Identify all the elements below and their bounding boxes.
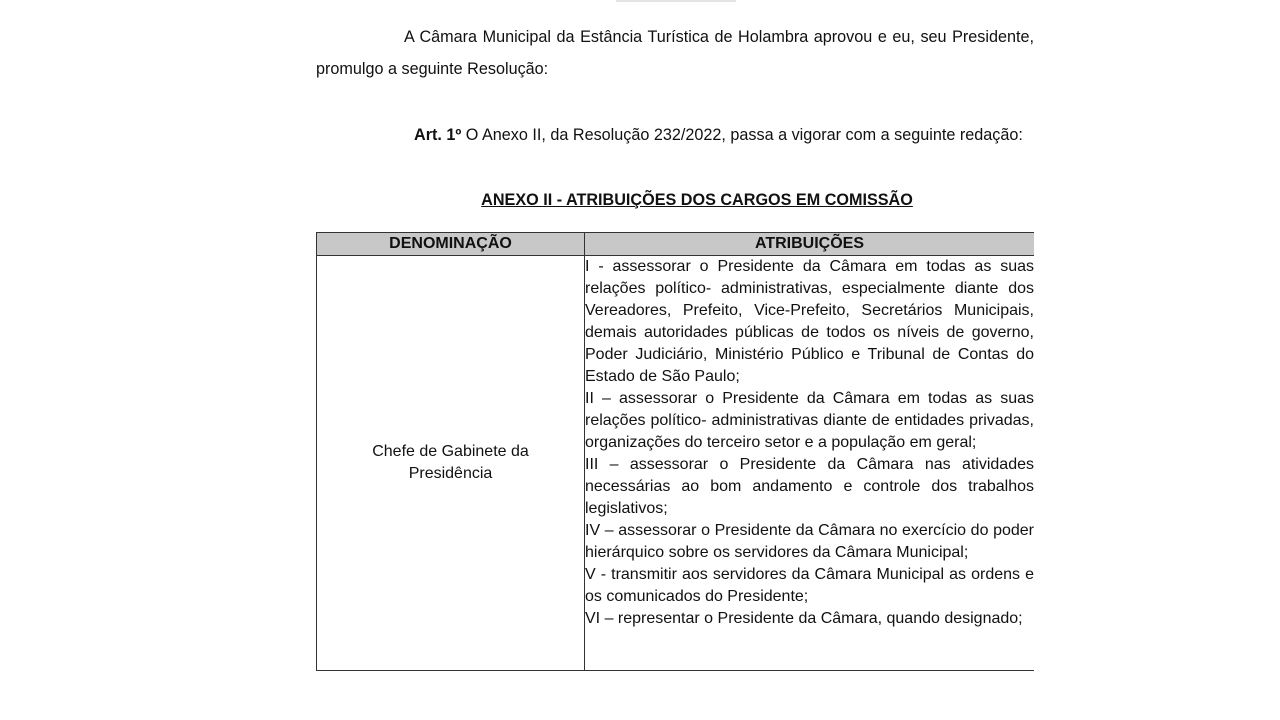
duty-item: VI – representar o Presidente da Câmara, quando designado; [585, 610, 1023, 627]
duties-cell [585, 256, 1035, 671]
document-page [316, 0, 1034, 720]
role-name-line2: Presidência [408, 465, 493, 482]
duty-item-continuation [585, 630, 1034, 670]
duty-item: II – assessorar o Presidente da Câmara em todas as suas relações político- administrativas diante de entidades privadas, organizações do terceiro setor e a população em geral; [585, 390, 1034, 451]
cropped-heading-fragment [616, 0, 736, 2]
article-paragraph [316, 119, 1034, 151]
header-atribuicoes: ATRIBUIÇÕES [585, 233, 1035, 256]
role-cell [317, 256, 585, 671]
role-name-line1: Chefe de Gabinete da [372, 443, 529, 460]
attributions-table [316, 232, 1034, 671]
table-row [317, 256, 1035, 671]
article-label: Art. 1º [414, 126, 462, 144]
table-header-row [317, 233, 1035, 256]
duty-item: I - assessorar o Presidente da Câmara em todas as suas relações político- administrativas, especialmente diante dos Vereadores, Prefeito, Vice-Prefeito, Secretários Municipais, demais autoridades públicas de todos os níveis de governo, Poder Judiciário, Ministério Público e Tribunal de Contas do Estado de São Paulo; [585, 258, 1034, 385]
duty-item: V - transmitir aos servidores da Câmara Municipal as ordens e os comunicados do Presidente; [585, 566, 1034, 605]
duty-item: IV – assessorar o Presidente da Câmara no exercício do poder hierárquico sobre os servidores da Câmara Municipal; [585, 522, 1034, 561]
annex-title: ANEXO II - ATRIBUIÇÕES DOS CARGOS EM COMISSÃO [481, 191, 913, 209]
duty-item: III – assessorar o Presidente da Câmara nas atividades necessárias ao bom andamento e controle dos trabalhos legislativos; [585, 456, 1034, 517]
header-denominacao: DENOMINAÇÃO [317, 233, 585, 256]
article-text: O Anexo II, da Resolução 232/2022, passa a vigorar com a seguinte redação: [465, 126, 1023, 144]
intro-paragraph [316, 21, 1034, 85]
intro-text: A Câmara Municipal da Estância Turística de Holambra aprovou e eu, seu Presidente, promulgo a seguinte Resolução: [316, 28, 1034, 78]
